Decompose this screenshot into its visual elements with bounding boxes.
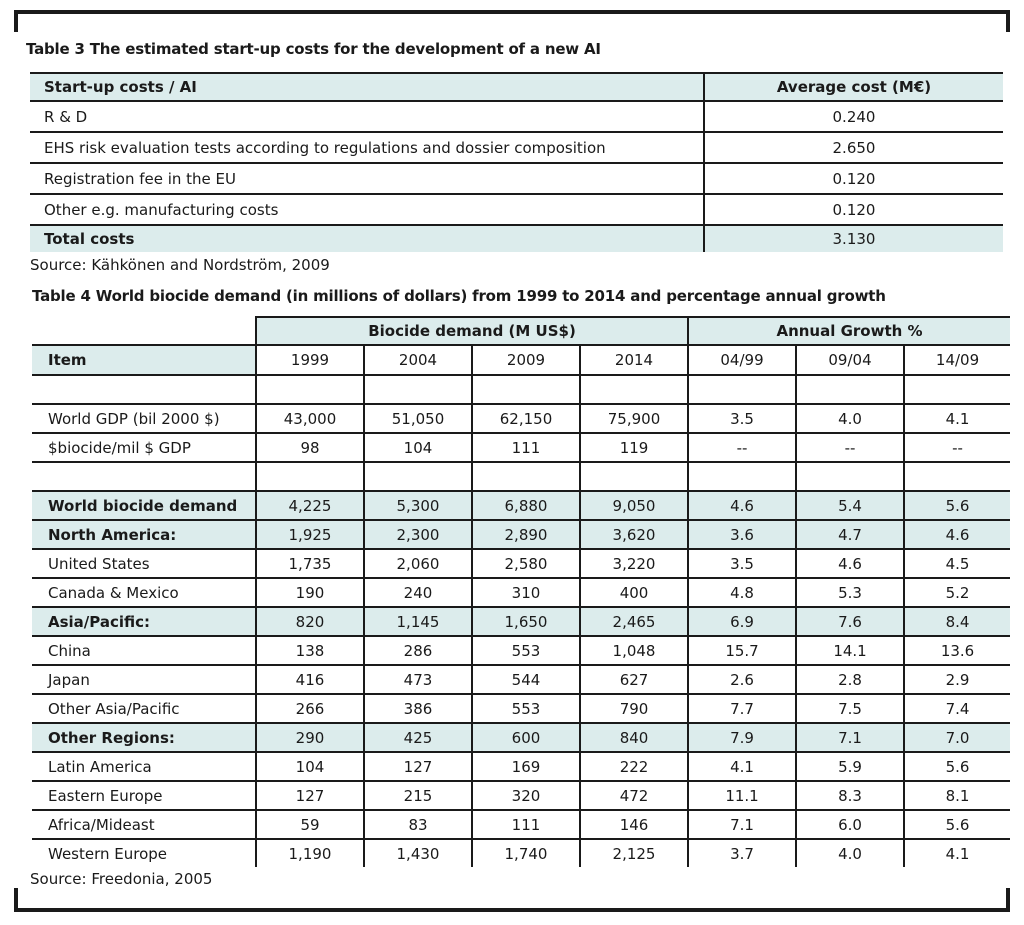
- row-value: 7.5: [796, 694, 904, 723]
- row-value: 104: [256, 752, 364, 781]
- row-item-label: China: [32, 636, 256, 665]
- column-header-row: [32, 345, 1010, 375]
- row-value: 4.6: [688, 491, 796, 520]
- row-value: 4.0: [796, 404, 904, 433]
- row-value: 2,580: [472, 549, 580, 578]
- row-value: 286: [364, 636, 472, 665]
- row-value: 8.3: [796, 781, 904, 810]
- column-header: 04/99: [688, 345, 796, 375]
- row-value: --: [796, 433, 904, 462]
- table-row: [32, 694, 1010, 723]
- row-value: 600: [472, 723, 580, 752]
- table-row: [32, 810, 1010, 839]
- frame-corner: [14, 10, 18, 32]
- row-value: 320: [472, 781, 580, 810]
- row-value: 127: [256, 781, 364, 810]
- row-value: 127: [364, 752, 472, 781]
- row-value: 43,000: [256, 404, 364, 433]
- row-value: 59: [256, 810, 364, 839]
- row-value: 190: [256, 578, 364, 607]
- group-header-row: [32, 317, 1010, 345]
- spacer-row: [32, 375, 1010, 404]
- column-header: Average cost (M€): [704, 73, 1003, 101]
- table-row: [32, 636, 1010, 665]
- group-header-growth: Annual Growth %: [688, 317, 1010, 345]
- row-value: 4.7: [796, 520, 904, 549]
- row-value: 5.3: [796, 578, 904, 607]
- empty-cell: [364, 462, 472, 491]
- row-value: 1,925: [256, 520, 364, 549]
- table-row: [32, 839, 1010, 867]
- row-value: 2.9: [904, 665, 1010, 694]
- column-header: 2004: [364, 345, 472, 375]
- row-value: 5.6: [904, 752, 1010, 781]
- table-row: [30, 101, 1003, 132]
- table-header-row: [30, 73, 1003, 101]
- row-value: 416: [256, 665, 364, 694]
- empty-cell: [32, 375, 256, 404]
- empty-cell: [32, 462, 256, 491]
- table-row: [30, 132, 1003, 163]
- column-header: 14/09: [904, 345, 1010, 375]
- row-value: 3,220: [580, 549, 688, 578]
- row-value: 98: [256, 433, 364, 462]
- row-value: 7.1: [796, 723, 904, 752]
- row-value: 5.6: [904, 491, 1010, 520]
- table-row: [32, 665, 1010, 694]
- row-value: 2,890: [472, 520, 580, 549]
- row-value: 553: [472, 694, 580, 723]
- row-value: 4.8: [688, 578, 796, 607]
- table4-source: Source: Freedonia, 2005: [30, 870, 213, 888]
- row-value: 75,900: [580, 404, 688, 433]
- row-value: 425: [364, 723, 472, 752]
- row-value: 3.7: [688, 839, 796, 867]
- row-label: Registration fee in the EU: [30, 163, 704, 194]
- row-value: 146: [580, 810, 688, 839]
- row-value: 14.1: [796, 636, 904, 665]
- empty-cell: [796, 375, 904, 404]
- row-value: 111: [472, 810, 580, 839]
- row-value: 4.6: [904, 520, 1010, 549]
- frame-corner: [1006, 10, 1010, 32]
- table-row: [32, 752, 1010, 781]
- column-header: Start-up costs / AI: [30, 73, 704, 101]
- row-value: 5.6: [904, 810, 1010, 839]
- row-value: 8.1: [904, 781, 1010, 810]
- empty-cell: [580, 375, 688, 404]
- row-value: 400: [580, 578, 688, 607]
- row-value: 0.120: [704, 163, 1003, 194]
- row-value: 7.7: [688, 694, 796, 723]
- row-item-label: North America:: [32, 520, 256, 549]
- table-row: [32, 520, 1010, 549]
- row-value: 840: [580, 723, 688, 752]
- total-row: [30, 225, 1003, 252]
- startup-costs-table: [30, 72, 1003, 252]
- row-value: 1,048: [580, 636, 688, 665]
- row-value: 2,300: [364, 520, 472, 549]
- row-value: 0.120: [704, 194, 1003, 225]
- table-row: [32, 578, 1010, 607]
- column-header: 1999: [256, 345, 364, 375]
- row-value: 7.1: [688, 810, 796, 839]
- table-row: [32, 491, 1010, 520]
- row-value: 169: [472, 752, 580, 781]
- row-value: 310: [472, 578, 580, 607]
- empty-cell: [472, 462, 580, 491]
- row-value: 9,050: [580, 491, 688, 520]
- row-value: 3.5: [688, 404, 796, 433]
- empty-cell: [904, 462, 1010, 491]
- row-value: 83: [364, 810, 472, 839]
- row-value: 4.1: [904, 839, 1010, 867]
- row-value: 138: [256, 636, 364, 665]
- empty-cell: [796, 462, 904, 491]
- row-value: 4.0: [796, 839, 904, 867]
- row-value: 386: [364, 694, 472, 723]
- row-value: 51,050: [364, 404, 472, 433]
- row-value: 2,060: [364, 549, 472, 578]
- row-value: 1,650: [472, 607, 580, 636]
- row-value: 2,465: [580, 607, 688, 636]
- row-value: --: [688, 433, 796, 462]
- row-item-label: Asia/Pacific:: [32, 607, 256, 636]
- row-value: 7.0: [904, 723, 1010, 752]
- empty-cell: [904, 375, 1010, 404]
- row-value: --: [904, 433, 1010, 462]
- row-value: 6.0: [796, 810, 904, 839]
- row-value: 119: [580, 433, 688, 462]
- row-item-label: United States: [32, 549, 256, 578]
- row-value: 1,190: [256, 839, 364, 867]
- empty-cell: [580, 462, 688, 491]
- row-value: 553: [472, 636, 580, 665]
- row-value: 820: [256, 607, 364, 636]
- table3-caption: Table 3 The estimated start-up costs for the development of a new AI: [26, 40, 601, 58]
- row-value: 15.7: [688, 636, 796, 665]
- total-value: 3.130: [704, 225, 1003, 252]
- row-value: 2,125: [580, 839, 688, 867]
- row-value: 5,300: [364, 491, 472, 520]
- table-row: [32, 723, 1010, 752]
- row-value: 7.6: [796, 607, 904, 636]
- row-value: 104: [364, 433, 472, 462]
- row-label: Other e.g. manufacturing costs: [30, 194, 704, 225]
- table-row: [32, 549, 1010, 578]
- empty-cell: [256, 462, 364, 491]
- spacer-row: [32, 462, 1010, 491]
- row-value: 111: [472, 433, 580, 462]
- total-label: Total costs: [30, 225, 704, 252]
- row-value: 3.5: [688, 549, 796, 578]
- table-row: [32, 433, 1010, 462]
- empty-header-cell: [32, 317, 256, 345]
- row-value: 215: [364, 781, 472, 810]
- row-value: 1,430: [364, 839, 472, 867]
- row-value: 5.9: [796, 752, 904, 781]
- table-row: [32, 607, 1010, 636]
- item-header: Item: [32, 345, 256, 375]
- table4-body-regions: [32, 491, 1010, 867]
- row-item-label: Latin America: [32, 752, 256, 781]
- row-value: 4.6: [796, 549, 904, 578]
- empty-cell: [688, 462, 796, 491]
- empty-cell: [364, 375, 472, 404]
- biocide-demand-table: [32, 316, 1010, 867]
- column-header: 2009: [472, 345, 580, 375]
- row-value: 8.4: [904, 607, 1010, 636]
- row-value: 4,225: [256, 491, 364, 520]
- row-value: 472: [580, 781, 688, 810]
- row-value: 7.4: [904, 694, 1010, 723]
- row-value: 5.2: [904, 578, 1010, 607]
- table4-body-gdp: [32, 375, 1010, 491]
- row-value: 2.650: [704, 132, 1003, 163]
- row-value: 5.4: [796, 491, 904, 520]
- row-label: R & D: [30, 101, 704, 132]
- row-value: 2.8: [796, 665, 904, 694]
- row-value: 1,145: [364, 607, 472, 636]
- table-row: [32, 404, 1010, 433]
- empty-cell: [688, 375, 796, 404]
- row-value: 544: [472, 665, 580, 694]
- row-value: 3.6: [688, 520, 796, 549]
- row-value: 473: [364, 665, 472, 694]
- row-value: 4.1: [688, 752, 796, 781]
- row-value: 790: [580, 694, 688, 723]
- row-item-label: Japan: [32, 665, 256, 694]
- row-value: 11.1: [688, 781, 796, 810]
- row-value: 0.240: [704, 101, 1003, 132]
- empty-cell: [256, 375, 364, 404]
- empty-cell: [472, 375, 580, 404]
- frame-top-rule: [14, 10, 1010, 14]
- column-header: 09/04: [796, 345, 904, 375]
- table3-source: Source: Kähkönen and Nordström, 2009: [30, 256, 330, 274]
- row-value: 266: [256, 694, 364, 723]
- row-item-label: World GDP (bil 2000 $): [32, 404, 256, 433]
- row-value: 3,620: [580, 520, 688, 549]
- row-value: 2.6: [688, 665, 796, 694]
- column-header: 2014: [580, 345, 688, 375]
- table-row: [30, 194, 1003, 225]
- table-row: [30, 163, 1003, 194]
- row-value: 62,150: [472, 404, 580, 433]
- row-item-label: Western Europe: [48, 844, 168, 863]
- row-label: EHS risk evaluation tests according to regulations and dossier composition: [30, 132, 704, 163]
- row-value: 290: [256, 723, 364, 752]
- frame-bottom-rule: [14, 908, 1010, 912]
- row-value: 4.1: [904, 404, 1010, 433]
- row-item-label: World biocide demand: [32, 491, 256, 520]
- row-value: 1,740: [472, 839, 580, 867]
- row-item-label: Africa/Mideast: [32, 810, 256, 839]
- row-item-label: Eastern Europe: [32, 781, 256, 810]
- row-value: 222: [580, 752, 688, 781]
- row-value: 4.5: [904, 549, 1010, 578]
- row-item-label: Other Asia/Pacific: [32, 694, 256, 723]
- table-row: [32, 781, 1010, 810]
- row-value: 240: [364, 578, 472, 607]
- row-value: 13.6: [904, 636, 1010, 665]
- row-value: 1,735: [256, 549, 364, 578]
- group-header-demand: Biocide demand (M US$): [256, 317, 688, 345]
- row-value: 627: [580, 665, 688, 694]
- row-value: 6,880: [472, 491, 580, 520]
- row-item-label: Other Regions:: [32, 723, 256, 752]
- row-value: 6.9: [688, 607, 796, 636]
- row-item-label: Canada & Mexico: [32, 578, 256, 607]
- row-value: 7.9: [688, 723, 796, 752]
- row-item-label: $biocide/mil $ GDP: [32, 433, 256, 462]
- table4-caption: Table 4 World biocide demand (in millions of dollars) from 1999 to 2014 and percentage annual growth: [32, 287, 886, 305]
